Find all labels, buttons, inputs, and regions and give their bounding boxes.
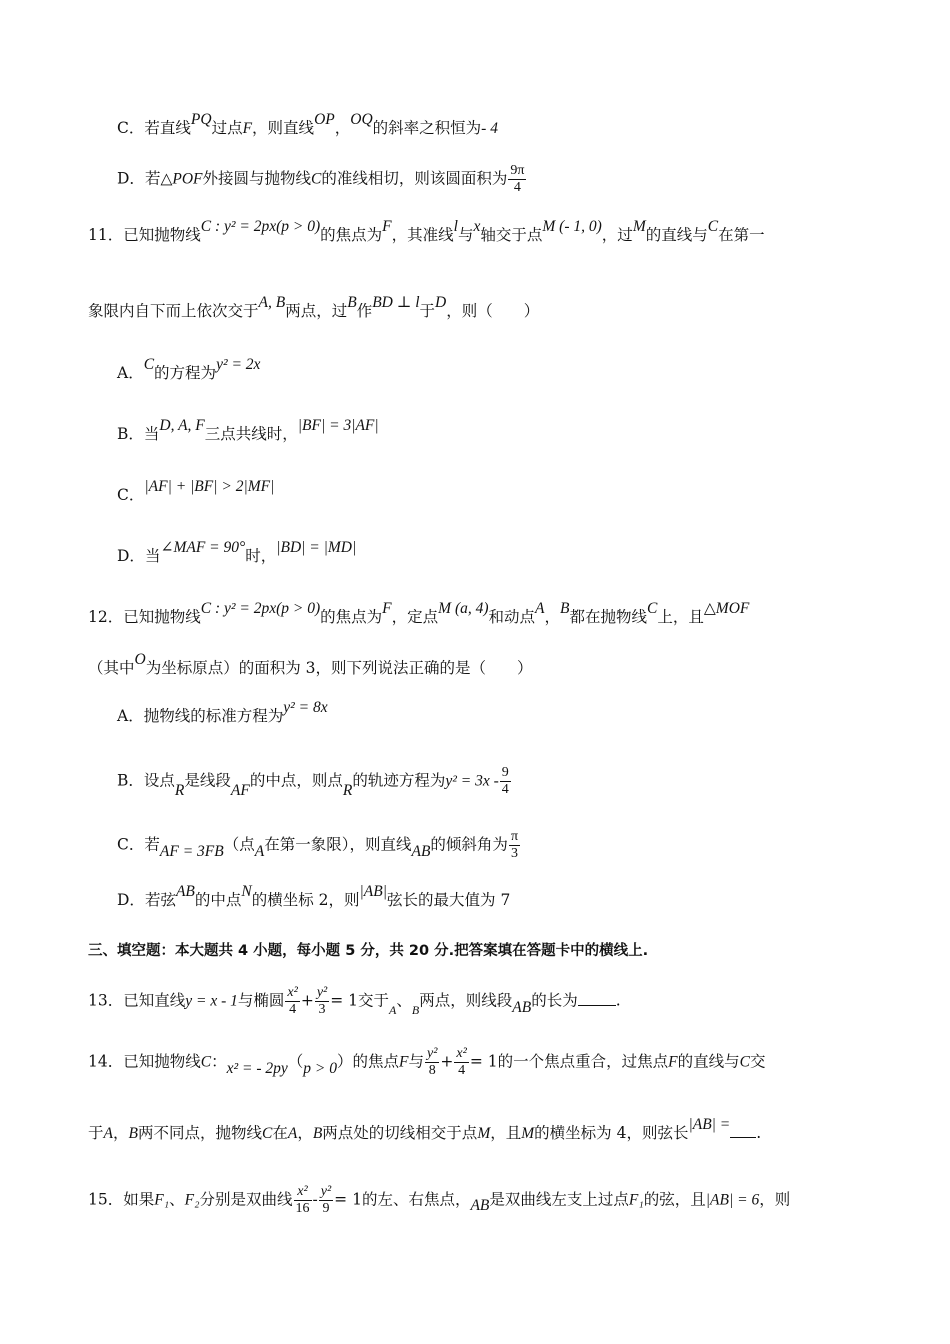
- option-label: B．: [117, 771, 144, 790]
- answer-blank[interactable]: [730, 1123, 756, 1138]
- question-number: 15．: [88, 1190, 124, 1209]
- option-label: D．: [117, 547, 145, 565]
- question-number: 13．: [88, 991, 124, 1010]
- q11-option-c: C．|AF| + |BF| > 2|MF|: [117, 478, 275, 504]
- fraction: $\frac{9\pi}{4}$: [510, 163, 525, 195]
- q12-stem: 12．已知抛物线C : y² = 2px(p > 0)的焦点为F，定点M (a, 4)和动点A，B都在抛物线C上，且△MOF: [88, 600, 750, 626]
- question-number: 12．: [88, 608, 124, 626]
- q12-stem-continued: （其中O为坐标原点）的面积为 3，则下列说法正确的是（ ）: [88, 651, 533, 677]
- option-label: B．: [117, 425, 144, 443]
- q11-stem: 11．已知抛物线C : y² = 2px(p > 0)的焦点为F，其准线l与x轴交于点M (- 1, 0)，过M的直线与C在第一: [88, 218, 765, 244]
- q11-stem-continued: 象限内自下而上依次交于A, B两点，过B作BD ⊥ l于D，则（ ）: [88, 294, 540, 320]
- fraction: $\frac{\text{x²}}{16}$: [295, 1184, 310, 1216]
- option-label: D．: [117, 169, 145, 188]
- fraction: $\frac{\text{y²}}{3}$: [316, 985, 328, 1017]
- option-label: D．: [117, 891, 145, 909]
- q12-option-c: C．若AF = 3FB（点A在第一象限），则直线AB的倾斜角为 $\frac{\pi}{3}$: [117, 829, 519, 861]
- fraction: $\frac{\text{x²}}{4}$: [287, 985, 298, 1017]
- option-label: C．: [117, 835, 145, 854]
- option-label: C．: [117, 486, 145, 504]
- section-title: 三、填空题：本大题共 4 小题，每小题 5 分，共 20 分.把答案填在答题卡中的横线上.: [88, 943, 649, 959]
- fraction: $\frac{\text{y²}}{9}$: [320, 1184, 332, 1216]
- q10-option-c: C．若直线PQ过点F，则直线OP，OQ的斜率之积恒为- 4: [117, 111, 498, 137]
- q10-option-d: D．若△POF外接圆与抛物线C的准线相切，则该圆面积为 $\frac{9\pi}{4}$: [117, 163, 525, 195]
- question-number: 11．: [88, 226, 124, 244]
- question-number: 14．: [88, 1052, 124, 1071]
- q12-option-a: A．抛物线的标准方程为y² = 8x: [117, 699, 328, 725]
- q12-option-b: B．设点R是线段AF的中点，则点R的轨迹方程为y² = 3x - $\frac{9}{4}$: [117, 765, 509, 799]
- option-label: A．: [117, 707, 144, 725]
- q15-stem: 15．如果F₁、F₂分别是双曲线 $\frac{\text{x²}}{16}$ - $\frac{\text{y²}}{9}$ = 1的左、右焦点，AB是双曲线左支上过点F₁的弦，且|AB| = 6，则: [88, 1184, 791, 1216]
- q11-option-d: D．当∠MAF = 90°时，|BD| = |MD|: [117, 539, 357, 565]
- q12-option-d: D．若弦AB的中点N的横坐标 2，则|AB|弦长的最大值为 7: [117, 883, 511, 909]
- q13-stem: 13．已知直线y = x - 1与椭圆 $\frac{\text{x²}}{4}$ + $\frac{\text{y²}}{3}$ = 1交于$_A$、$_B$两点，则线段AB的长为 .: [88, 985, 621, 1017]
- fraction: $\frac{\text{x²}}{4}$: [456, 1046, 467, 1078]
- option-label: C．: [117, 119, 145, 137]
- fraction: $\frac{9}{4}$: [501, 765, 509, 797]
- q14-stem-continued: 于A，B两不同点，抛物线C在A，B两点处的切线相交于点M，且M的横坐标为 4，则弦长|AB| = .: [88, 1116, 762, 1142]
- q11-option-a: A．C的方程为y² = 2x: [117, 356, 261, 382]
- q14-stem: 14．已知抛物线C：x² = - 2py（p > 0）的焦点F与 $\frac{\text{y²}}{8}$ + $\frac{\text{x²}}{4}$ = 1的一个焦点重合，过焦点F的直线与C交: [88, 1046, 766, 1078]
- q11-option-b: B．当D, A, F三点共线时，|BF| = 3|AF|: [117, 417, 379, 443]
- option-label: A．: [117, 364, 144, 382]
- fraction: $\frac{\pi}{3}$: [510, 829, 519, 861]
- answer-blank[interactable]: [578, 991, 616, 1006]
- fraction: $\frac{\text{y²}}{8}$: [427, 1046, 438, 1078]
